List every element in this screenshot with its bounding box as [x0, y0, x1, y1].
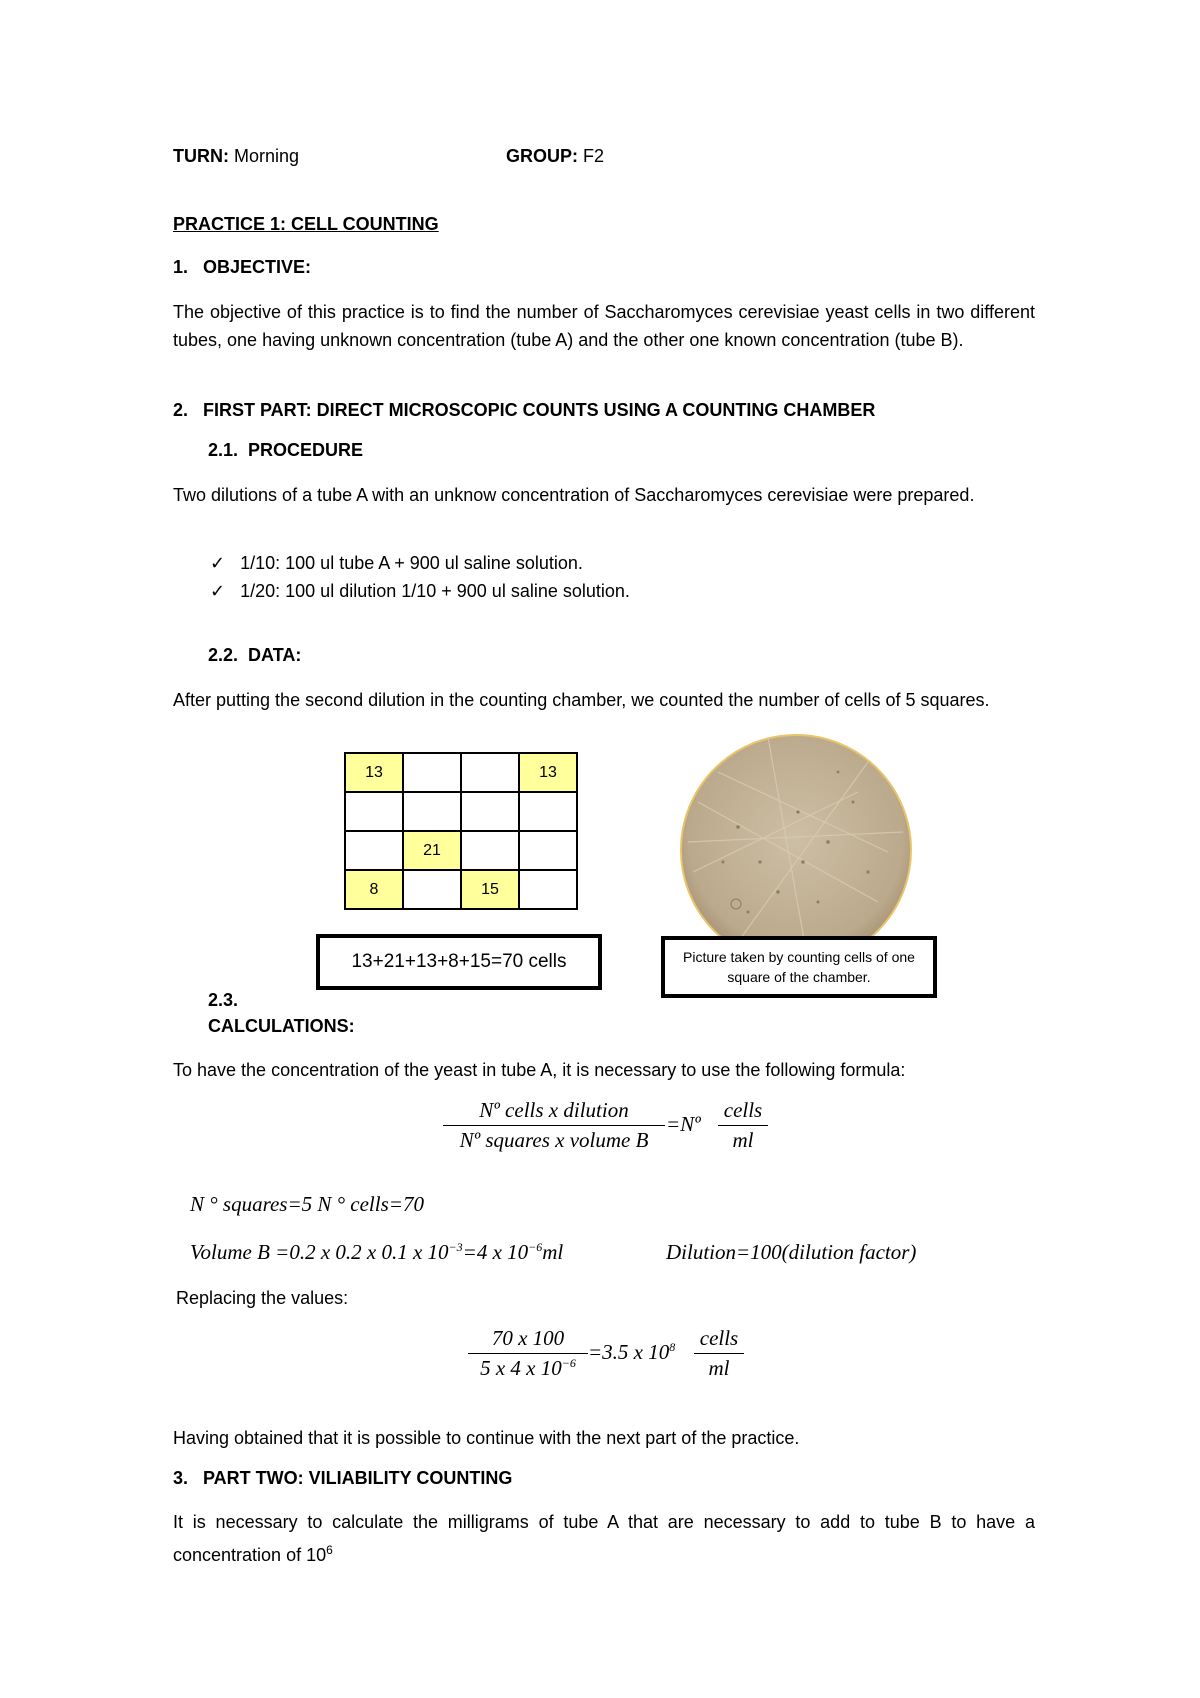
page-title: PRACTICE 1: CELL COUNTING: [173, 214, 439, 234]
sum-text: 13+21+13+8+15=70 cells: [351, 951, 567, 972]
grid-cell: [345, 831, 403, 870]
group-label: GROUP:: [506, 146, 578, 166]
sum-box: [316, 934, 602, 990]
group-value: F2: [583, 146, 605, 166]
conclusion-text: Having obtained that it is possible to continue with the next part of the practice.: [173, 1428, 800, 1448]
picture-caption: Picture taken by counting cells of one square of the chamber.: [683, 949, 915, 985]
result-unit-num: cells: [699, 1326, 739, 1350]
formula-denominator: Nº squares x volume B: [459, 1128, 649, 1152]
grid-cell: [403, 792, 461, 831]
group-line: [506, 146, 604, 167]
grid-cell: 8: [345, 870, 403, 909]
procedure-text: Two dilutions of a tube A with an unknow concentration of Saccharomyces cerevisiae were prepared.: [173, 485, 975, 505]
grid-cell: [519, 831, 577, 870]
calc-intro: To have the concentration of the yeast in tube A, it is necessary to use the following formula:: [173, 1060, 906, 1080]
eq-volume-exp1: −3: [448, 1240, 463, 1254]
turn-line: [173, 146, 299, 167]
procedure-heading: 2.1. PROCEDURE: [208, 440, 364, 460]
step-2: [210, 581, 630, 602]
calc-heading-number: 2.3.: [208, 990, 239, 1010]
result-den-base: 5 x 4 x 10: [480, 1356, 562, 1380]
part2-heading: 3. PART TWO: VILIABILITY COUNTING: [173, 1468, 513, 1488]
result-equals: [588, 1340, 675, 1365]
check-icon: ✓: [210, 581, 226, 602]
eq-volume: [190, 1240, 563, 1265]
check-icon: ✓: [210, 553, 226, 574]
formula-numerator: Nº cells x dilution: [479, 1098, 629, 1122]
grid-cell: [461, 753, 519, 792]
grid-cell: [519, 870, 577, 909]
result-den-exp: −6: [561, 1356, 576, 1370]
objective-text: The objective of this practice is to find the number of Saccharomyces cerevisiae yeast cells in two different tubes, one having unknown concentration (tube A) and the other one known concentration (tube B).: [173, 302, 1035, 350]
data-heading: 2.2. DATA:: [208, 645, 302, 665]
formula-unit-den: ml: [732, 1128, 754, 1152]
replacing-label: Replacing the values:: [176, 1288, 349, 1308]
result-fraction: [468, 1326, 588, 1381]
turn-value: Morning: [234, 146, 300, 166]
calc-heading: CALCULATIONS:: [208, 1016, 355, 1036]
grid-cell: 13: [519, 753, 577, 792]
objective-heading: 1. OBJECTIVE:: [173, 257, 312, 277]
eq-dilution: Dilution=100(dilution factor): [666, 1240, 917, 1264]
grid-cell: [461, 792, 519, 831]
eq-volume-part2: =4 x 10: [462, 1240, 529, 1264]
formula-equals: =Nº: [666, 1112, 701, 1136]
part1-heading: 2. FIRST PART: DIRECT MICROSCOPIC COUNTS USING A COUNTING CHAMBER: [173, 400, 876, 420]
grid-cell: 13: [345, 753, 403, 792]
eq-volume-exp2: −6: [528, 1240, 543, 1254]
grid-cell: [519, 792, 577, 831]
grid-cell: [461, 831, 519, 870]
result-unit: [694, 1326, 744, 1381]
formula-fraction: [443, 1098, 665, 1153]
caption-box: [661, 936, 937, 998]
step-1-text: 1/10: 100 ul tube A + 900 ul saline solution.: [240, 553, 583, 573]
eq-squares-cells: N ° squares=5 N ° cells=70: [190, 1192, 424, 1216]
result-value: =3.5 x 10: [588, 1340, 670, 1364]
eq-volume-unit: ml: [542, 1240, 564, 1264]
result-exp: 8: [669, 1340, 676, 1354]
grid-cell: [403, 870, 461, 909]
result-denominator: [468, 1356, 588, 1381]
data-text: After putting the second dilution in the counting chamber, we counted the number of cells of 5 squares.: [173, 690, 990, 710]
part2-text-exp: 6: [326, 1543, 333, 1557]
part2-text: [173, 1508, 1035, 1569]
grid-cell: 21: [403, 831, 461, 870]
grid-cell: [345, 792, 403, 831]
step-2-text: 1/20: 100 ul dilution 1/10 + 900 ul saline solution.: [240, 581, 630, 601]
turn-label: TURN:: [173, 146, 229, 166]
microscope-picture: [678, 732, 914, 968]
result-unit-den: ml: [708, 1356, 730, 1380]
result-numerator: 70 x 100: [491, 1326, 565, 1350]
formula-unit-num: cells: [723, 1098, 763, 1122]
formula-unit: [718, 1098, 768, 1153]
grid-cell: 15: [461, 870, 519, 909]
eq-volume-part1: Volume B =0.2 x 0.2 x 0.1 x 10: [190, 1240, 449, 1264]
grid-cell: [403, 753, 461, 792]
part2-text-main: It is necessary to calculate the milligrams of tube A that are necessary to add to tube B to have a concentration of 10: [173, 1512, 1035, 1565]
counting-grid: [344, 752, 578, 910]
step-1: [210, 553, 583, 574]
